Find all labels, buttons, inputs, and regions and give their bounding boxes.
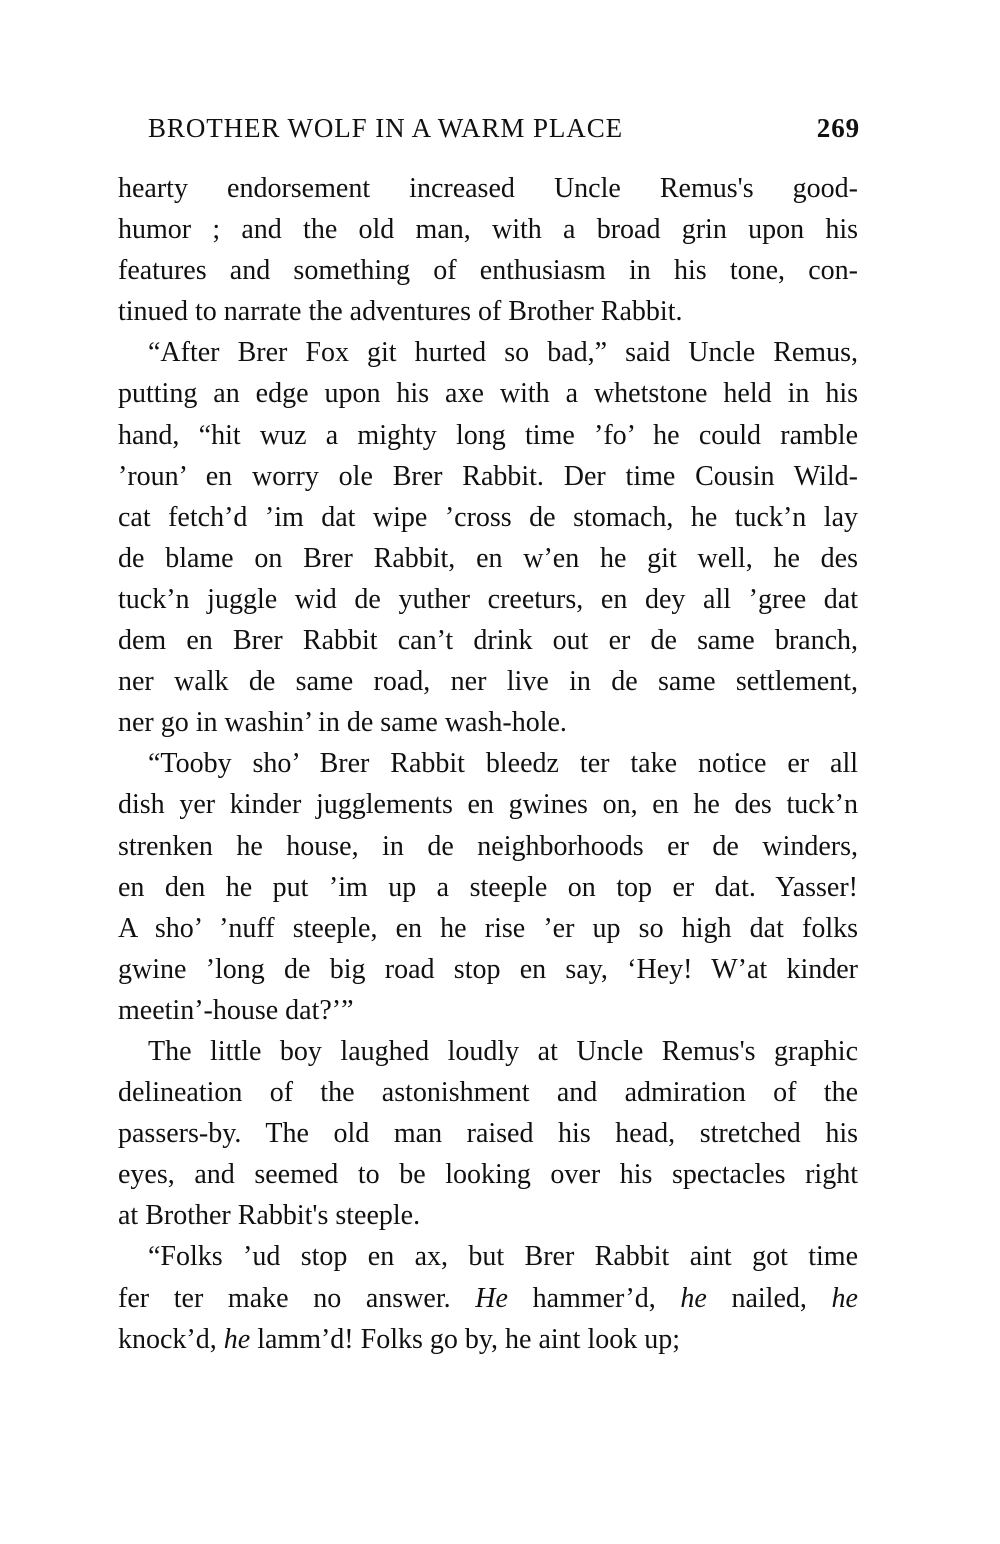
book-page (118, 108, 858, 1360)
text-line: gwine ’long de big road stop en say, ‘Hey! W’at kinder (118, 953, 858, 985)
text-line: delineation of the astonishment and admiration of the (118, 1077, 858, 1109)
text-line: putting an edge upon his axe with a whetstone held in his (118, 378, 858, 410)
text-line: A sho’ ’nuff steeple, en he rise ’er up so high dat folks (118, 912, 858, 944)
text-line: features and something of enthusiasm in his tone, con- (118, 255, 858, 287)
text-line: ner go in washin’ in de same wash-hole. (118, 707, 567, 739)
text-line: “Tooby sho’ Brer Rabbit bleedz ter take notice er all (148, 748, 858, 780)
text-line: meetin’-house dat?’” (118, 994, 354, 1026)
text-line: knock’d, he lamm’d! Folks go by, he aint look up; (118, 1323, 681, 1355)
text-line: tuck’n juggle wid de yuther creeturs, en dey all ’gree dat (118, 583, 858, 615)
text-line: strenken he house, in de neighborhoods er de winders, (118, 830, 858, 862)
paragraph (118, 1236, 858, 1359)
text-line: tinued to narrate the adventures of Brother Rabbit. (118, 296, 683, 328)
paragraph (118, 743, 858, 1031)
text-line: The little boy laughed loudly at Uncle Remus's graphic (148, 1035, 858, 1067)
text-line: eyes, and seemed to be looking over his spectacles right (118, 1159, 858, 1191)
text-line: hearty endorsement increased Uncle Remus's good- (118, 173, 858, 204)
text-line: at Brother Rabbit's steeple. (118, 1200, 421, 1232)
text-line: passers-by. The old man raised his head, stretched his (118, 1118, 858, 1150)
text-line: ner walk de same road, ner live in de same settlement, (118, 666, 858, 698)
text-line: en den he put ’im up a steeple on top er dat. Yasser! (118, 871, 858, 903)
text-line: “Folks ’ud stop en ax, but Brer Rabbit aint got time (148, 1241, 858, 1273)
text-line: de blame on Brer Rabbit, en w’en he git well, he des (118, 542, 858, 574)
running-title: BROTHER WOLF IN A WARM PLACE (148, 113, 623, 143)
text-line: “After Brer Fox git hurted so bad,” said Uncle Remus, (148, 337, 858, 369)
text-line: hand, “hit wuz a mighty long time ’fo’ he could ramble (118, 419, 858, 451)
paragraph (118, 1031, 858, 1236)
paragraph (118, 168, 858, 332)
text-line: ’roun’ en worry ole Brer Rabbit. Der time Cousin Wild- (118, 460, 858, 492)
page-number: 269 (816, 113, 860, 143)
text-line: fer ter make no answer. He hammer’d, he nailed, he (118, 1282, 858, 1314)
running-head (148, 108, 858, 148)
text-line: humor ; and the old man, with a broad grin upon his (118, 214, 858, 246)
text-line: cat fetch’d ’im dat wipe ’cross de stomach, he tuck’n lay (118, 501, 858, 533)
text-line: dish yer kinder jugglements en gwines on, en he des tuck’n (118, 789, 858, 821)
body-text (118, 168, 858, 1360)
paragraph (118, 332, 858, 743)
text-line: dem en Brer Rabbit can’t drink out er de same branch, (118, 625, 858, 657)
